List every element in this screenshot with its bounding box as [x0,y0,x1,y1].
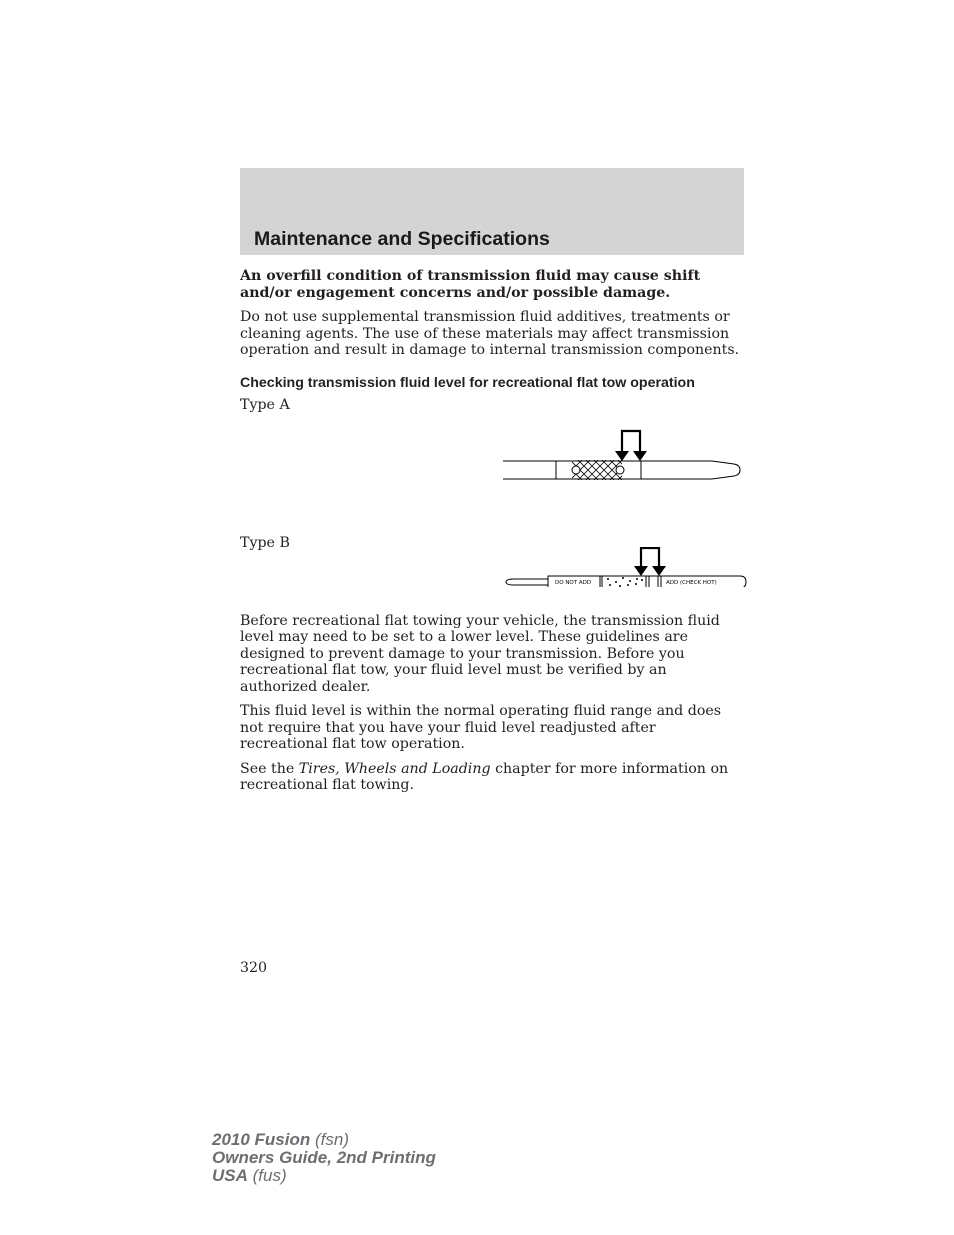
flat-tow-subheading: Checking transmission fluid level for recreational flat tow operation [240,374,695,391]
type-b-dipstick-diagram [240,551,744,613]
page-number: 320 [240,960,268,976]
additives-note: Do not use supplemental transmission fluid additives, treatments or cleaning agents. The use of these materials may affect transmission operation and result in damage to internal transmission components. [240,309,740,358]
footer-model: 2010 Fusion [212,1130,311,1149]
type-a-dipstick-diagram [240,413,744,535]
type-a-label: Type A [240,396,290,413]
page-content [240,268,744,802]
do-not-add-marking: DO NOT ADD [555,579,592,586]
footer-guide-edition: Owners Guide, 2nd Printing [212,1148,436,1167]
add-check-hot-marking: ADD (CHECK HOT) [666,579,717,586]
see-suffix: chapter for more information on recreational flat towing. [240,760,729,793]
type-a-dipstick-illustration [502,427,744,487]
section-title: Maintenance and Specifications [254,228,550,250]
type-b-label: Type B [240,534,290,551]
before-tow-paragraph: Before recreational flat towing your vehicle, the transmission fluid level may need to be set to a lower level. These guidelines are designed to prevent damage to your transmission. Before you recreational flat tow, your fluid level must be verified by an authorized dealer. [240,612,720,695]
footer-market-line [212,1167,436,1185]
see-chapter-paragraph [240,761,744,794]
fluid-range-paragraph: This fluid level is within the normal operating fluid range and does not require that you have your fluid level readjusted after recreational flat tow operation. [240,703,722,752]
overfill-warning: An overfill condition of transmission fluid may cause shift and/or engagement concerns and/or possible damage. [240,268,701,301]
footer-market: USA [212,1166,248,1185]
see-prefix: See the [240,760,299,777]
chapter-reference: Tires, Wheels and Loading [298,760,491,777]
footer-model-line [212,1131,436,1149]
type-b-dipstick-illustration [502,547,748,587]
document-footer [212,1131,436,1185]
section-header-band [240,168,744,255]
footer-model-code: (fsn) [310,1130,349,1149]
footer-market-code: (fus) [247,1166,287,1185]
